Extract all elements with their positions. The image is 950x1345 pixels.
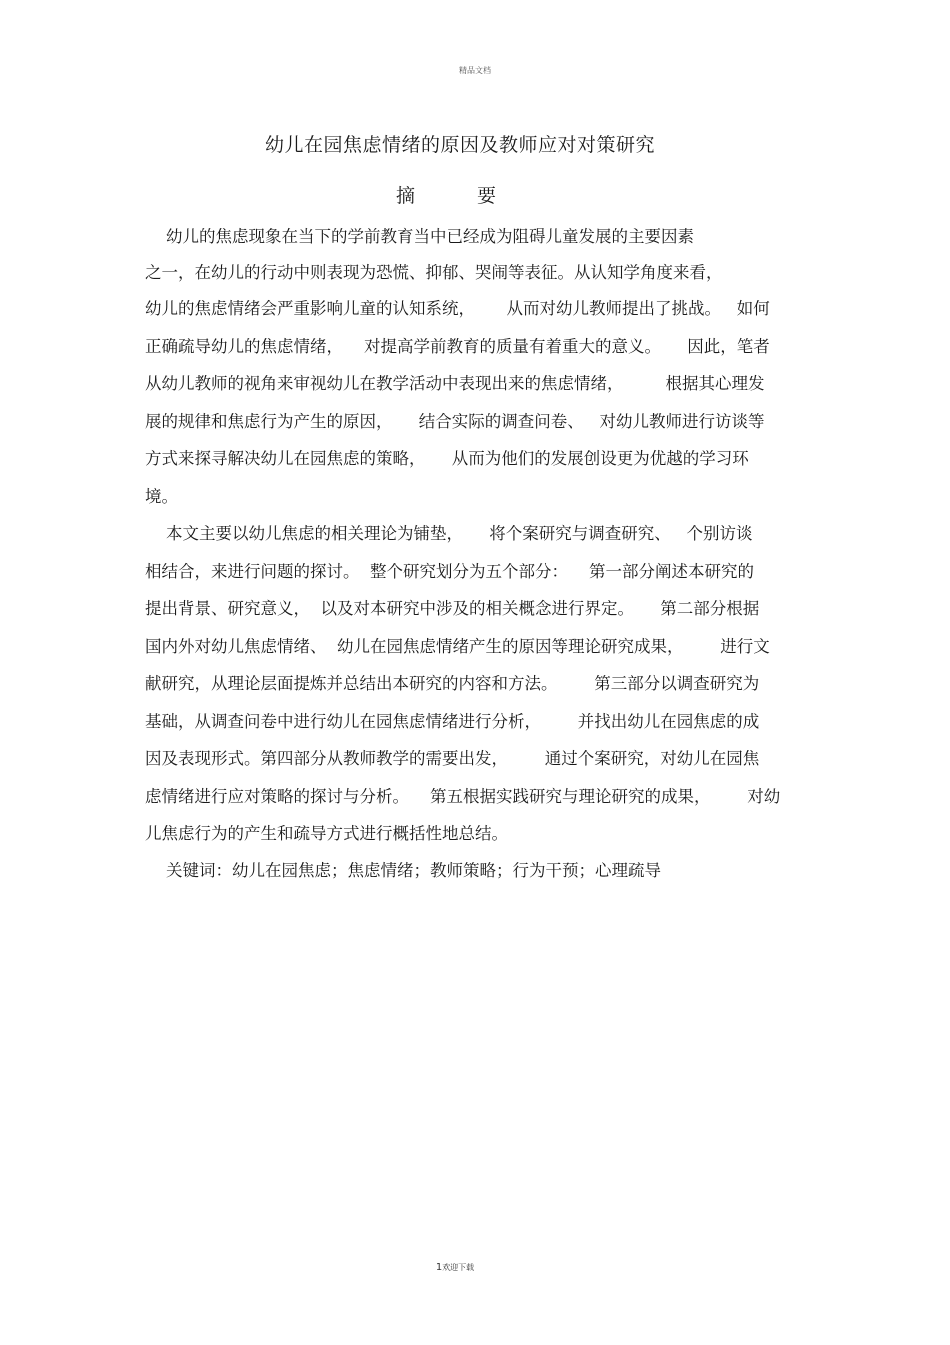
document-title: 幼儿在园焦虑情绪的原因及教师应对对策研究 — [264, 134, 655, 156]
text-line: 展的规律和焦虑行为产生的原因， 结合实际的调查问卷、 对幼儿教师进行访谈等 — [145, 412, 765, 431]
page-header: 精品文档 — [459, 66, 491, 75]
page-number: 1 — [435, 1262, 443, 1273]
text-line: 献研究，从理论层面提炼并总结出本研究的内容和方法。 第三部分以调查研究为 — [145, 674, 760, 693]
text-line: 幼儿的焦虑现象在当下的学前教育当中已经成为阻碍儿童发展的主要因素 — [145, 227, 694, 246]
footer-label: 欢迎下载 — [442, 1263, 475, 1272]
text-line: 相结合，来进行问题的探讨。 整个研究划分为五个部分： 第一部分阐述本研究的 — [145, 562, 754, 581]
page-footer — [0, 1262, 910, 1273]
text-line: 之一，在幼儿的行动中则表现为恐慌、抑郁、哭闹等表征。从认知学角度来看， — [145, 263, 723, 282]
text-line: 国内外对幼儿焦虑情绪、 幼儿在园焦虑情绪产生的原因等理论研究成果， 进行文 — [145, 637, 770, 656]
text-line: 虑情绪进行应对策略的探讨与分析。 第五根据实践研究与理论研究的成果， 对幼 — [145, 787, 781, 806]
text-line: 方式来探寻解决幼儿在园焦虑的策略， 从而为他们的发展创设更为优越的学习环 — [145, 449, 749, 468]
abstract-heading: 摘 要 — [395, 185, 525, 207]
text-line: 本文主要以幼儿焦虑的相关理论为铺垫， 将个案研究与调查研究、 个别访谈 — [145, 524, 753, 543]
text-line: 正确疏导幼儿的焦虑情绪， 对提高学前教育的质量有着重大的意义。 因此，笔者 — [145, 337, 770, 356]
text-line: 因及表现形式。第四部分从教师教学的需要出发， 通过个案研究，对幼儿在园焦 — [145, 749, 760, 768]
text-line: 境。 — [145, 487, 178, 506]
text-line: 提出背景、研究意义， 以及对本研究中涉及的相关概念进行界定。 第二部分根据 — [145, 599, 760, 618]
text-line: 从幼儿教师的视角来审视幼儿在教学活动中表现出来的焦虑情绪， 根据其心理发 — [145, 374, 765, 393]
text-line: 儿焦虑行为的产生和疏导方式进行概括性地总结。 — [145, 824, 508, 843]
text-line: 基础，从调查问卷中进行幼儿在园焦虑情绪进行分析， 并找出幼儿在园焦虑的成 — [145, 712, 760, 731]
text-line: 幼儿的焦虑情绪会严重影响儿童的认知系统， 从而对幼儿教师提出了挑战。 如何 — [145, 299, 770, 318]
text-line: 关键词：幼儿在园焦虑；焦虑情绪；教师策略；行为干预；心理疏导 — [145, 861, 661, 880]
